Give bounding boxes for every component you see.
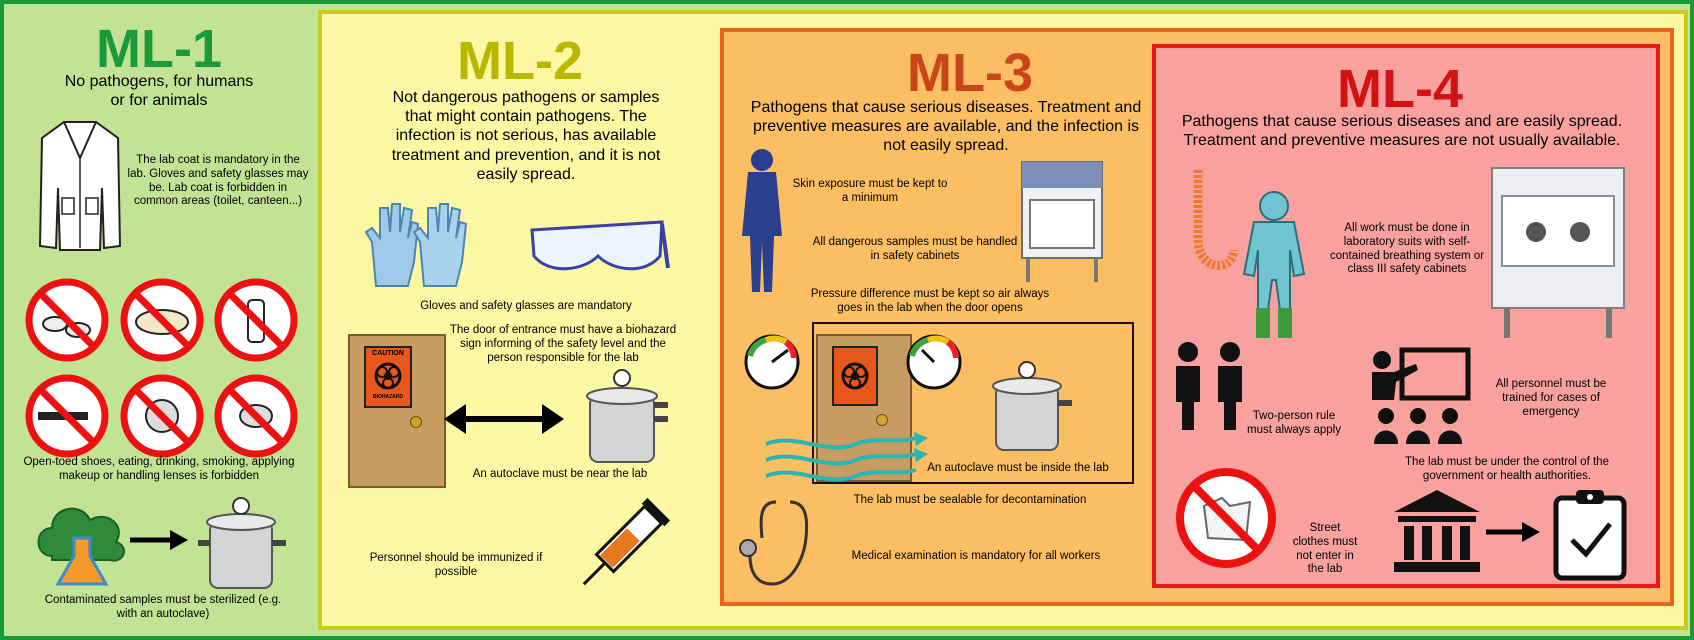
ml3-door-knob <box>876 414 888 426</box>
stethoscope-icon <box>736 498 814 590</box>
ml2-title: ML-2 <box>457 31 583 91</box>
ml2-autoclave-text: An autoclave must be near the lab <box>472 468 648 480</box>
no-drinking-icon <box>218 282 294 358</box>
ml3-medical-text: Medical examination is mandatory for all workers <box>851 550 1101 562</box>
ml3-title: ML-3 <box>907 43 1033 103</box>
two-person-icon <box>1170 340 1250 432</box>
ml4-twoperson-text: Two-person rule must always apply <box>1247 410 1341 436</box>
biohazard-icon <box>374 362 402 390</box>
safety-glasses-icon <box>526 216 668 278</box>
ml2-gloves-text: Gloves and safety glasses are mandatory <box>420 300 632 312</box>
government-building-icon <box>1394 490 1480 572</box>
ml4-subtitle: Pathogens that cause serious diseases and are easily spread. Treatment and preventive measures are not usually available. <box>1181 113 1623 150</box>
no-makeup-icon <box>124 378 200 454</box>
ml4-suits-text: All work must be done in laboratory suits with self-contained breathing system or class III safety cabinets <box>1329 222 1485 276</box>
ml1-subtitle: No pathogens, for humans or for animals <box>64 73 254 110</box>
double-arrow-icon <box>444 402 564 436</box>
no-smoking-icon <box>29 378 105 454</box>
ml3-sealable-text: The lab must be sealable for decontamination <box>853 494 1087 506</box>
glovebox-cabinet-icon <box>1490 166 1626 340</box>
ml1-sterilize-text: Contaminated samples must be sterilized (e.g. with an autoclave) <box>44 594 282 620</box>
ml2-door-knob <box>410 416 422 428</box>
ml2-biohazard-label: BIOHAZARD <box>373 394 403 400</box>
pressure-gauge-right-icon <box>904 334 964 390</box>
gloves-icon <box>362 202 474 290</box>
ml4-government-text: The lab must be under the control of the government or health authorities. <box>1405 456 1609 482</box>
airflow-arrows-icon <box>766 432 930 480</box>
syringe-icon <box>570 490 674 602</box>
contaminated-sample-icon <box>34 498 130 592</box>
ml3-subtitle: Pathogens that cause serious diseases. Treatment and preventive measures are available, and the infection is not easily spread. <box>750 99 1142 155</box>
ml1-title: ML-1 <box>96 19 222 79</box>
ml1-autoclave-icon <box>196 496 288 594</box>
ml2-autoclave-icon <box>576 368 672 468</box>
forbidden-activities-icons <box>22 278 298 460</box>
ml2-immunized-text: Personnel should be immunized if possible <box>369 552 543 578</box>
ml2-subtitle: Not dangerous pathogens or samples that might contain pathogens. The infection is not serious, has available treatment and prevention, and it is not easily spread. <box>391 89 661 183</box>
no-sandals-icon <box>29 282 105 358</box>
ml3-biohazard-sign <box>832 346 878 406</box>
no-lenses-icon <box>218 378 294 454</box>
ml3-autoclave-text: An autoclave must be inside the lab <box>927 462 1109 474</box>
no-eating-icon <box>124 282 200 358</box>
ml4-trained-text: All personnel must be trained for cases of emergency <box>1495 378 1607 418</box>
ml1-arrow-icon <box>130 530 190 550</box>
pressure-gauge-left-icon <box>742 334 802 390</box>
lab-coat-icon <box>38 118 122 254</box>
no-street-clothes-icon <box>1174 466 1278 570</box>
clipboard-checklist-icon <box>1552 488 1628 580</box>
ml1-forbidden-text: Open-toed shoes, eating, drinking, smoking, applying makeup or handling lenses is forbidden <box>23 456 295 482</box>
ml2-caution-label: CAUTION <box>372 350 404 357</box>
ml3-skin-text: Skin exposure must be kept to a minimum <box>792 178 948 204</box>
ml1-labcoat-text: The lab coat is mandatory in the lab. Gloves and safety glasses may be. Lab coat is forbidden in common areas (toilet, canteen...) <box>127 154 309 208</box>
ml4-arrow-icon <box>1486 522 1542 542</box>
ml3-biohazard-icon <box>841 362 869 390</box>
safety-cabinet-icon <box>1020 160 1104 284</box>
hazmat-suit-icon <box>1240 190 1308 340</box>
ml3-cabinets-text: All dangerous samples must be handled in safety cabinets <box>812 236 1018 262</box>
air-hose-icon <box>1188 170 1240 284</box>
ml2-lab-door <box>348 334 446 488</box>
ml4-title: ML-4 <box>1337 59 1463 119</box>
ml3-autoclave-icon <box>984 360 1076 456</box>
coverall-worker-icon <box>736 146 786 296</box>
ml2-door-text: The door of entrance must have a biohazard sign informing of the safety level and the person responsible for the lab <box>449 324 677 364</box>
ml3-pressure-text: Pressure difference must be kept so air always goes in the lab when the door opens <box>810 288 1050 314</box>
training-icon <box>1366 346 1472 446</box>
ml4-streetclothes-text: Street clothes must not enter in the lab <box>1292 522 1358 576</box>
ml2-biohazard-sign <box>364 346 412 408</box>
